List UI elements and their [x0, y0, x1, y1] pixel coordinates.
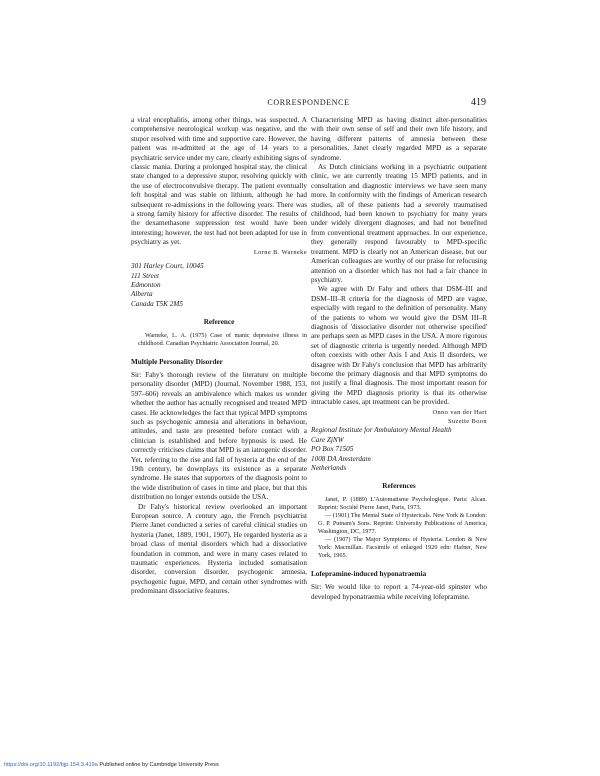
body-paragraph: We agree with Dr Fahy and others that DSM–III and DSM–III–R criteria for the diagnosis of MPD are vague, especially with regard to the definition of personality. Many of the patients to whom we would give the DSM III–R diagnosis of 'dissociative disorder not otherwise specified' are perhaps seen as MPD cases in the USA. A more rigorous set of diagnostic criteria is urgently needed. Although MPD often coexists with other Axis I and Axis II disorders, we disagree with Dr Fahy's conclusion that MPD has arbitrarily become the primary diagnosis and that MPD symptoms do not justify a final diagnosis. The most important reason for giving the MPD diagnosis priority is that its otherwise intractable cases, apt treatment can be provided.: [311, 285, 487, 407]
body-paragraph: Sir: Fahy's thorough review of the literature on multiple personality disorder (MPD) (Journal, November 1988, 153, 597–606) reveals an ambivalence which makes us wonder whether the author has actually recognised and treated MPD cases. He acknowledges the fact that typical MPD symptoms such as psychogenic amnesia and alterations in behaviour, attitudes, and taste are presented before contact with a clinician is established and before hypnosis is used. He correctly criticises claims that MPD is an iatrogenic disorder. Yet, referring to the rise and fall of hysteria at the end of the 19th century, he downplays its existence as a separate syndrome. He states that supporters of the diagnosis point to the wide distribution of cases in time and place, but that this distribution no longer extends outside the USA.: [131, 370, 307, 502]
page-header: [131, 98, 486, 112]
affiliation-line: 1008 DA Amsterdam: [311, 454, 371, 463]
affiliation-line: Care ZjNW: [311, 435, 344, 444]
body-paragraph: Characterising MPD as having distinct alter-personalities with their own sense of self and their own life history, and having different patterns of amnesia between these personalities, Janet clearly regarded MPD as a separate syndrome.: [311, 116, 487, 162]
body-paragraph: Dr Fahy's historical review overlooked an important European source. A century ago, the French psychiatrist Pierre Janet conducted a series of careful clinical studies on hysteria (Janet, 1889, 1901, 1907). He regarded hysteria as a broad class of mental disorders which had a dissociative foundation in common, and were in many cases related to traumatic experiences. Hysteria included somatisation disorder, conversion disorder, psychogenic amnesia, psychogenic fugue, MPD, and certain other syndromes with predominant dissociative features.: [131, 502, 307, 596]
reference-entry: Janet, P. (1889) L'Automatisme Psychologique. Paris: Alcan. Reprint: Société Pierre Janet, Paris, 1973.: [318, 495, 487, 511]
author-address-line: Canada T5K 2M5: [131, 299, 183, 308]
section-heading: Multiple Personality Disorder: [131, 357, 223, 366]
running-head: CORRESPONDENCE: [267, 98, 350, 107]
author-address-line: Edmonton: [131, 280, 161, 289]
page-footer: [4, 762, 219, 768]
section-heading: Lofepramine-induced hyponatraemia: [311, 569, 427, 578]
references-heading: References: [382, 482, 416, 491]
author-signature: Lorne B. Warneke: [253, 248, 307, 256]
author-address-line: 301 Harley Court, 10045: [131, 262, 204, 271]
body-paragraph: As Dutch clinicians working in a psychiatric outpatient clinic, we are currently treating 15 MPD patients, and in consultation and diagnostic interviews we have seen many more. In conformity with the findings of American research studies, all of these patients had a severely traumatised childhood, had been known to psychiatry for many years under widely divergent diagnoses, and had not benefited from conventional treatment approaches. In our experience, they generally respond favourably to MPD-specific treatment. MPD is clearly not an American disease, but our American colleagues are worthy of our praise for refocusing attention on a disorder which has not had a fair chance in psychiatry.: [311, 163, 487, 284]
references-heading: Reference: [203, 318, 235, 327]
reference-entry: — (1901) The Mental State of Hystericals. New York & London: G. P. Putnam's Sons. Reprint: University Publications of America, Washington, DC, 1977.: [318, 511, 487, 535]
doi-link[interactable]: https://doi.org/10.1192/bjp.154.3.419a: [4, 762, 98, 768]
author-signature: Onno van der Hart: [432, 408, 487, 416]
left-column: [131, 116, 307, 597]
reference-entry: Warneke, L. A. (1975) Case of manic depressive illness in childhood. Canadian Psychiatric Association Journal, 20.: [138, 331, 307, 347]
page-number: 419: [471, 97, 486, 108]
affiliation-line: Netherlands: [311, 464, 347, 473]
author-signature: Suzette Boon: [447, 418, 487, 425]
affiliation-line: PO Box 71505: [311, 445, 354, 454]
author-address-line: 111 Street: [131, 271, 160, 280]
publisher-note: Published online by Cambridge University Press: [97, 762, 219, 768]
affiliation-line: Regional Institute for Ambulatory Mental Health: [311, 426, 452, 435]
right-column: [311, 116, 487, 602]
reference-entry: — (1907) The Major Symptoms of Hysteria. London & New York: Macmillan. Facsimile of enlarged 1920 edn: Hafner, New York, 1965.: [318, 535, 487, 559]
author-address-line: Alberta: [131, 290, 153, 299]
continuation-paragraph: a viral encephalitis, among other things, was suspected. A comprehensive neurological workup was negative, and the stupor resolved with time and supportive care. However, the patient was re-admitted at the age of 14 years to a psychiatric service under my care, clearly exhibiting signs of classic mania. During a prolonged hospital stay, the clinical state changed to a depressive stupor, resolving quickly with the use of electroconvulsive therapy. The patient eventually left hospital and was stable on lithium, although he had subsequent re-admissions in the following years. There was a strong family history for affective disorder. The results of the dexamethasone suppression test would have been interesting; however, the test had not been adapted for use in psychiatry as yet.: [131, 116, 307, 247]
body-paragraph: Sir: We would like to report a 74-year-old spinster who developed hyponatraemia while receiving lofepramine.: [311, 583, 487, 601]
